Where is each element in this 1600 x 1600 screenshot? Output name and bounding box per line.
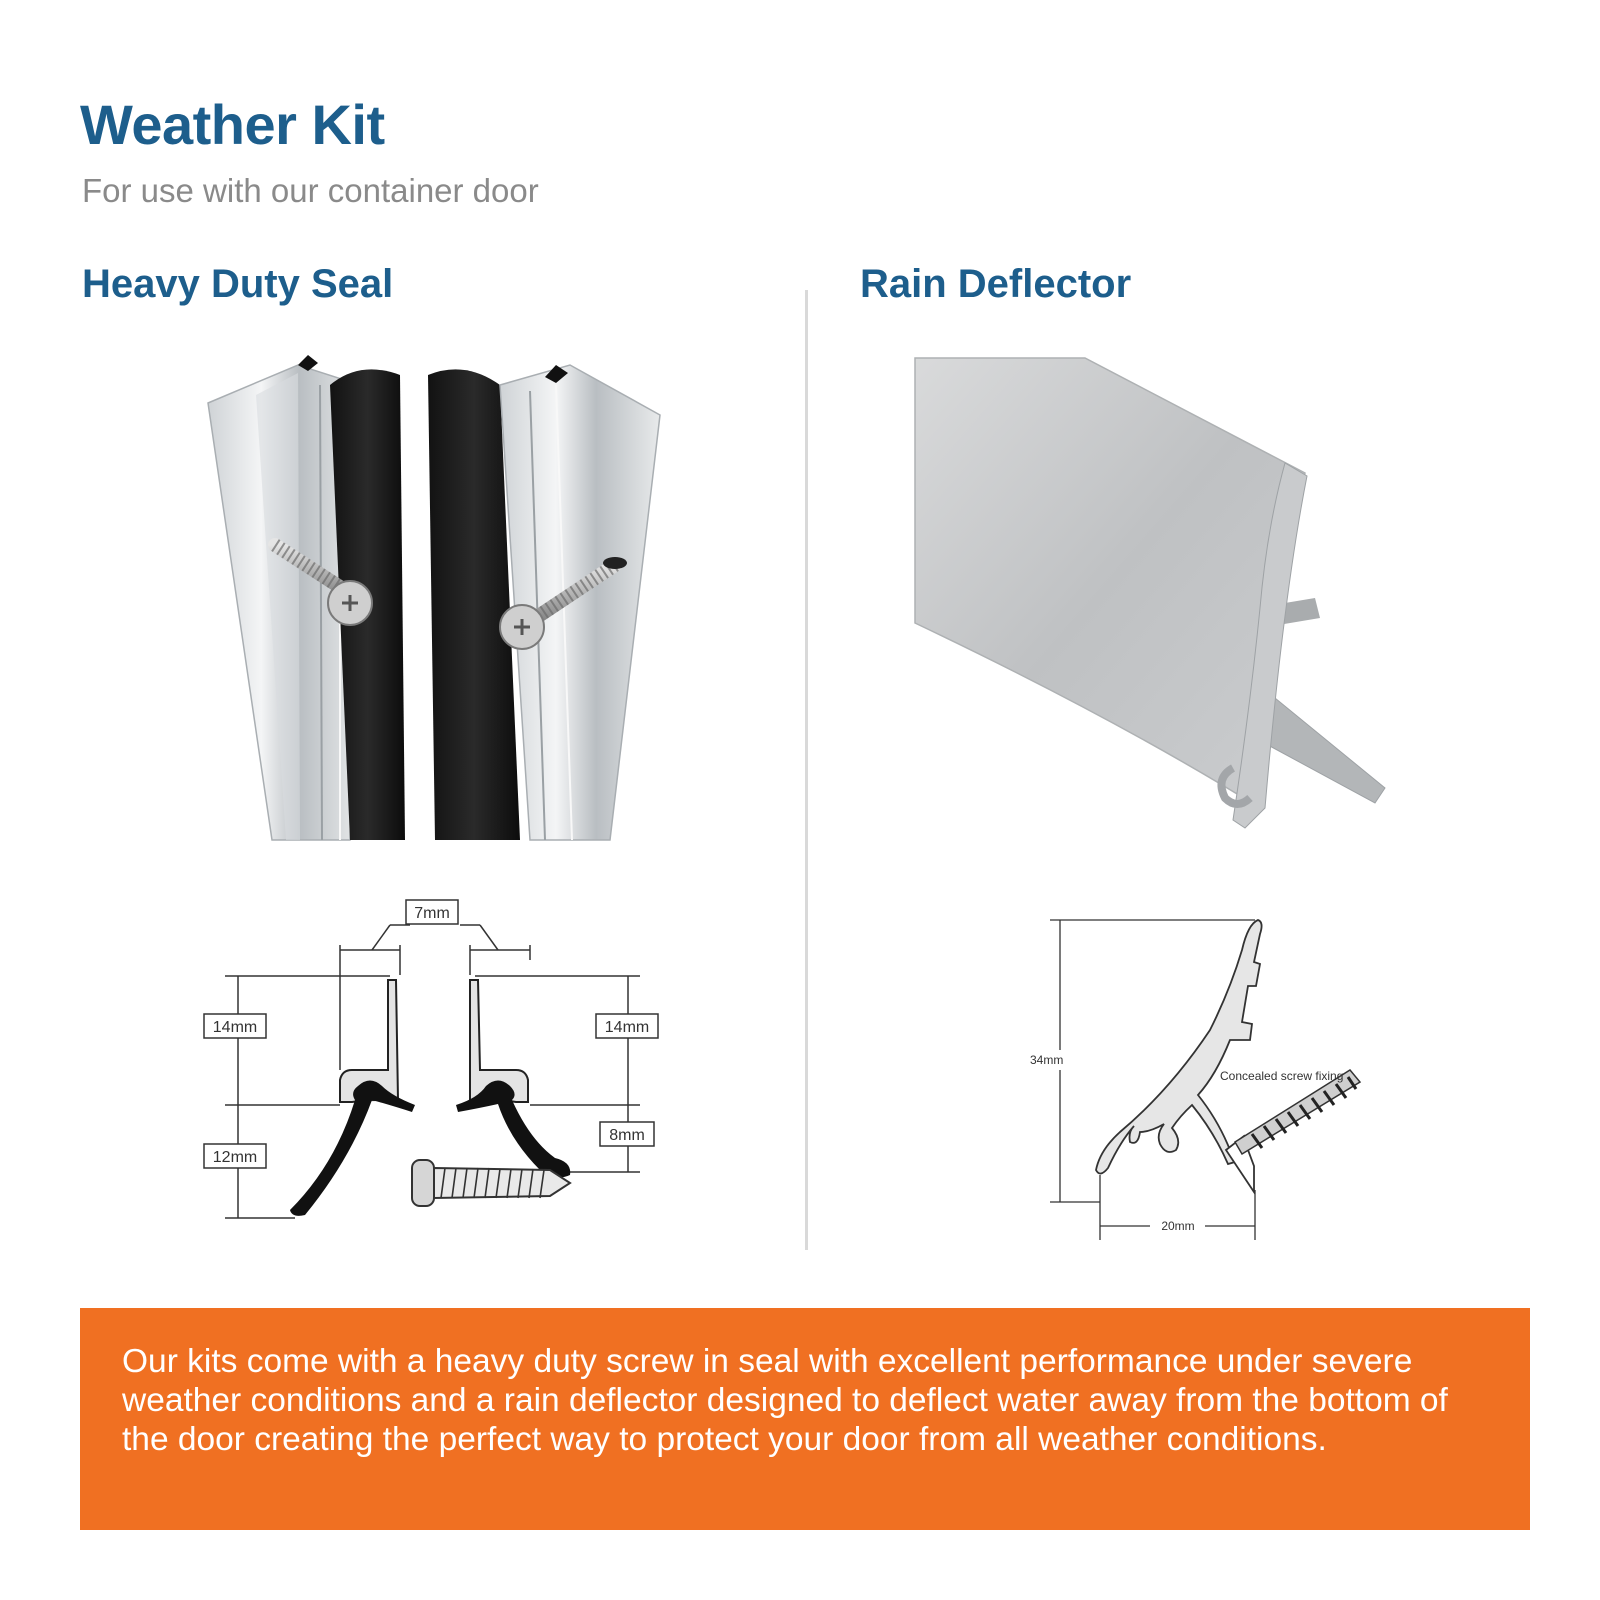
dimension-34mm: 34mm (1030, 1053, 1064, 1067)
deflector-profile (1096, 920, 1262, 1174)
heavy-duty-seal-diagram (200, 900, 680, 1240)
rain-deflector-diagram (1030, 910, 1380, 1250)
right-aluminium-strip (500, 365, 660, 840)
dimension-left-14mm: 14mm (212, 1019, 258, 1036)
rain-deflector-heading: Rain Deflector (860, 262, 1132, 306)
description-banner (80, 1308, 1530, 1530)
dimension-right-14mm: 14mm (604, 1019, 650, 1036)
page-title: Weather Kit (80, 93, 385, 156)
concealed-screw-icon (1226, 1070, 1360, 1192)
description-text: Our kits come with a heavy duty screw in seal with excellent performance under severe weather conditions and a rain deflector designed to deflect water away from the bottom of the door creating the perfect way to protect your door from all weather conditions. (122, 1343, 1448, 1458)
dimension-left-12mm: 12mm (212, 1149, 258, 1166)
rain-deflector-photo (915, 358, 1405, 858)
heavy-duty-seal-heading: Heavy Duty Seal (82, 262, 394, 306)
dimension-20mm: 20mm (1161, 1219, 1195, 1233)
dimension-7mm: 7mm (414, 905, 450, 922)
dimension-right-8mm: 8mm (609, 1127, 645, 1144)
section-divider (805, 290, 808, 1250)
page-subtitle: For use with our container door (82, 172, 539, 209)
concealed-screw-label: Concealed screw fixing (1220, 1069, 1344, 1083)
heavy-duty-seal-photo (200, 355, 690, 855)
